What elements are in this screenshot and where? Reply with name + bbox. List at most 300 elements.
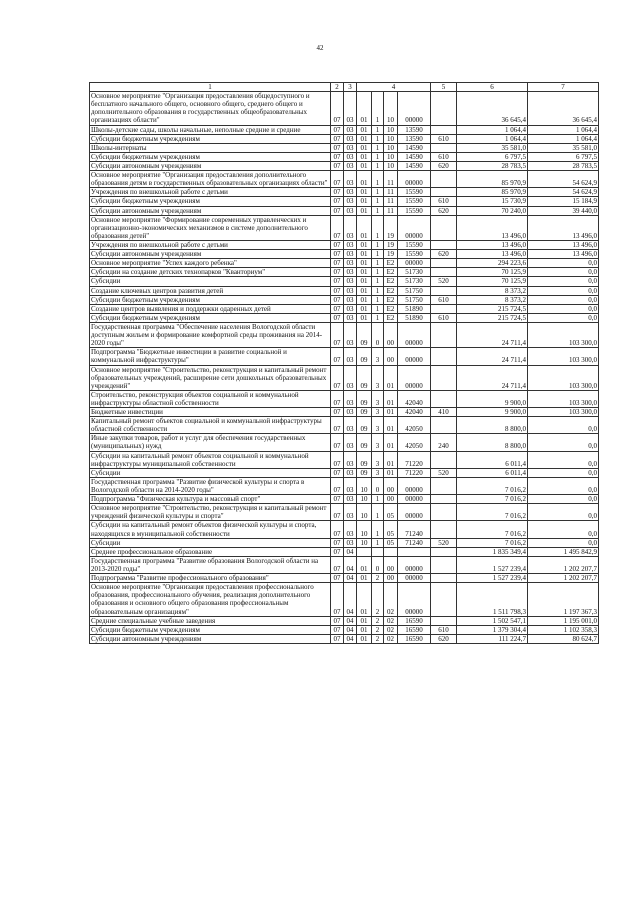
- row-amount-year2: 103 300,0: [528, 365, 599, 390]
- row-amount-year1: 36 645,4: [457, 92, 528, 125]
- row-code-program: 01: [357, 92, 372, 125]
- row-code-direction: 15590: [398, 206, 431, 215]
- row-amount-year2: 0,0: [528, 468, 599, 477]
- table-row: [90, 215, 599, 240]
- table-row: [90, 286, 599, 295]
- table-row: [90, 277, 599, 286]
- row-code-activity: 10: [384, 152, 398, 161]
- row-code-program: 01: [357, 313, 372, 322]
- row-code-direction: 00000: [398, 259, 431, 268]
- row-amount-year1: 1 835 349,4: [457, 547, 528, 556]
- row-code-direction: 00000: [398, 171, 431, 188]
- table-row: [90, 504, 599, 521]
- row-code-subprogram: 3: [372, 365, 384, 390]
- row-code-expense-type: 610: [431, 625, 457, 634]
- row-code-expense-type: [431, 556, 457, 573]
- row-code-activity: 05: [384, 521, 398, 538]
- row-code-section: 07: [331, 434, 344, 451]
- row-code-direction: 15590: [398, 250, 431, 259]
- row-amount-year2: 13 496,0: [528, 250, 599, 259]
- row-code-subsection: 03: [344, 250, 357, 259]
- table-row: [90, 240, 599, 249]
- row-code-activity: E2: [384, 304, 398, 313]
- row-code-subprogram: 0: [372, 322, 384, 347]
- row-amount-year1: 7 016,2: [457, 477, 528, 494]
- row-code-subsection: 03: [344, 521, 357, 538]
- row-code-subprogram: 2: [372, 634, 384, 643]
- row-amount-year1: 215 724,5: [457, 313, 528, 322]
- row-code-subsection: 03: [344, 295, 357, 304]
- row-code-activity: E2: [384, 286, 398, 295]
- row-name: Строительство, реконструкция объектов социальной и коммунальной инфраструктуры областной собственности: [90, 390, 331, 407]
- row-code-subsection: 03: [344, 92, 357, 125]
- row-amount-year2: 13 496,0: [528, 240, 599, 249]
- header-cell: 5: [431, 83, 457, 92]
- row-code-expense-type: [431, 143, 457, 152]
- row-code-subsection: 03: [344, 322, 357, 347]
- row-code-program: 01: [357, 125, 372, 134]
- row-code-expense-type: [431, 477, 457, 494]
- row-code-direction: 71220: [398, 468, 431, 477]
- table-row: [90, 495, 599, 504]
- header-cell: 6: [457, 83, 528, 92]
- row-code-expense-type: 610: [431, 295, 457, 304]
- row-code-direction: 42040: [398, 390, 431, 407]
- row-code-direction: 71240: [398, 538, 431, 547]
- row-code-expense-type: [431, 504, 457, 521]
- row-code-subsection: 04: [344, 625, 357, 634]
- row-code-section: 07: [331, 468, 344, 477]
- row-code-subsection: 03: [344, 348, 357, 365]
- row-code-subsection: 03: [344, 240, 357, 249]
- row-code-section: 07: [331, 161, 344, 170]
- row-code-subprogram: 1: [372, 215, 384, 240]
- row-code-expense-type: 610: [431, 134, 457, 143]
- row-code-direction: 71220: [398, 451, 431, 468]
- row-code-program: 01: [357, 277, 372, 286]
- row-amount-year2: 0,0: [528, 451, 599, 468]
- row-name: Основное мероприятие "Строительство, реконструкция и капитальный ремонт учреждений физической культуры и спорта": [90, 504, 331, 521]
- row-code-activity: E2: [384, 277, 398, 286]
- header-cell: 7: [528, 83, 599, 92]
- row-name: Создание ключевых центров развития детей: [90, 286, 331, 295]
- row-code-activity: 11: [384, 206, 398, 215]
- row-code-subsection: 03: [344, 188, 357, 197]
- row-name: Государственная программа "Обеспечение населения Вологодской области доступным жильем и формирование комфортной среды проживания на 2014-2020 годы": [90, 322, 331, 347]
- table-row: [90, 152, 599, 161]
- row-code-program: 10: [357, 538, 372, 547]
- row-code-section: 07: [331, 556, 344, 573]
- table-row: [90, 322, 599, 347]
- row-name: Субсидии бюджетным учреждениям: [90, 197, 331, 206]
- row-code-program: 01: [357, 259, 372, 268]
- row-amount-year1: 8 373,2: [457, 295, 528, 304]
- row-code-direction: 14590: [398, 143, 431, 152]
- row-amount-year2: 80 624,7: [528, 634, 599, 643]
- row-code-program: 10: [357, 504, 372, 521]
- table-row: [90, 250, 599, 259]
- row-code-expense-type: 610: [431, 152, 457, 161]
- row-name: Государственная программа "Развитие образования Вологодской области на 2013-2020 годы": [90, 556, 331, 573]
- row-code-subsection: 03: [344, 365, 357, 390]
- table-row: [90, 125, 599, 134]
- row-amount-year1: 215 724,5: [457, 304, 528, 313]
- row-code-program: 01: [357, 556, 372, 573]
- row-code-activity: 05: [384, 538, 398, 547]
- row-name: Основное мероприятие "Организация предоставления профессионального образования, профессионального обучения, реализация дополнительного образования и основного общего образования профессиональным образовательным организациям": [90, 583, 331, 616]
- row-code-program: 01: [357, 215, 372, 240]
- row-code-section: 07: [331, 313, 344, 322]
- row-amount-year2: 15 184,9: [528, 197, 599, 206]
- row-code-direction: 00000: [398, 495, 431, 504]
- row-code-subsection: 03: [344, 304, 357, 313]
- row-name: Школы-детские сады, школы начальные, неполные средние и средние: [90, 125, 331, 134]
- row-code-expense-type: [431, 240, 457, 249]
- row-code-subsection: 03: [344, 495, 357, 504]
- row-amount-year2: 1 102 358,3: [528, 625, 599, 634]
- row-code-subprogram: 1: [372, 504, 384, 521]
- row-code-subsection: 04: [344, 634, 357, 643]
- row-code-subprogram: 2: [372, 625, 384, 634]
- row-code-subsection: 03: [344, 313, 357, 322]
- row-code-activity: 10: [384, 143, 398, 152]
- row-name: Субсидии: [90, 468, 331, 477]
- row-code-subprogram: 1: [372, 143, 384, 152]
- row-code-direction: 42050: [398, 434, 431, 451]
- row-code-direction: 42040: [398, 408, 431, 417]
- table-row: [90, 574, 599, 583]
- row-code-section: 07: [331, 322, 344, 347]
- row-name: Бюджетные инвестиции: [90, 408, 331, 417]
- row-amount-year2: 103 300,0: [528, 390, 599, 407]
- row-code-activity: 11: [384, 188, 398, 197]
- table-row: [90, 538, 599, 547]
- row-amount-year2: 103 300,0: [528, 408, 599, 417]
- row-code-program: 01: [357, 304, 372, 313]
- row-code-expense-type: 620: [431, 206, 457, 215]
- row-amount-year2: 1 202 207,7: [528, 556, 599, 573]
- row-name: Субсидии автономным учреждениям: [90, 161, 331, 170]
- row-code-subprogram: 1: [372, 538, 384, 547]
- row-code-direction: 00000: [398, 574, 431, 583]
- row-code-direction: 00000: [398, 504, 431, 521]
- row-code-activity: [384, 547, 398, 556]
- table-row: [90, 634, 599, 643]
- row-amount-year2: 0,0: [528, 286, 599, 295]
- row-code-program: 01: [357, 634, 372, 643]
- row-code-activity: 02: [384, 634, 398, 643]
- row-code-program: 01: [357, 250, 372, 259]
- row-amount-year1: 70 125,9: [457, 277, 528, 286]
- row-code-program: 10: [357, 495, 372, 504]
- row-amount-year1: 7 016,2: [457, 538, 528, 547]
- row-code-expense-type: [431, 365, 457, 390]
- table-row: [90, 417, 599, 434]
- row-amount-year1: 15 730,9: [457, 197, 528, 206]
- row-code-activity: 01: [384, 468, 398, 477]
- row-amount-year1: 8 800,0: [457, 417, 528, 434]
- row-amount-year1: 6 011,4: [457, 468, 528, 477]
- row-amount-year1: 9 900,0: [457, 408, 528, 417]
- row-code-section: 07: [331, 616, 344, 625]
- table-row: [90, 143, 599, 152]
- row-code-program: 01: [357, 171, 372, 188]
- row-amount-year2: 0,0: [528, 521, 599, 538]
- row-code-direction: [398, 547, 431, 556]
- row-code-subsection: 03: [344, 477, 357, 494]
- row-code-direction: 00000: [398, 556, 431, 573]
- row-code-program: 01: [357, 152, 372, 161]
- row-code-program: [357, 547, 372, 556]
- row-amount-year2: 1 064,4: [528, 134, 599, 143]
- row-code-subsection: 03: [344, 206, 357, 215]
- row-code-direction: 00000: [398, 365, 431, 390]
- row-amount-year2: 0,0: [528, 268, 599, 277]
- row-code-subsection: 03: [344, 538, 357, 547]
- row-code-activity: 01: [384, 434, 398, 451]
- row-code-expense-type: [431, 616, 457, 625]
- row-code-program: 01: [357, 197, 372, 206]
- row-code-direction: 51750: [398, 295, 431, 304]
- row-code-direction: 42050: [398, 417, 431, 434]
- row-code-activity: 10: [384, 125, 398, 134]
- row-code-direction: 15590: [398, 240, 431, 249]
- row-code-expense-type: 520: [431, 468, 457, 477]
- row-code-subprogram: 1: [372, 92, 384, 125]
- row-code-expense-type: [431, 348, 457, 365]
- row-name: Учреждения по внешкольной работе с детьми: [90, 240, 331, 249]
- row-code-subprogram: 1: [372, 268, 384, 277]
- row-code-expense-type: [431, 451, 457, 468]
- row-code-section: 07: [331, 521, 344, 538]
- row-code-subsection: 03: [344, 451, 357, 468]
- row-code-program: 01: [357, 143, 372, 152]
- row-code-direction: 51730: [398, 268, 431, 277]
- row-code-program: 01: [357, 240, 372, 249]
- row-amount-year2: 0,0: [528, 277, 599, 286]
- table-row: [90, 434, 599, 451]
- row-name: Подпрограмма "Развитие профессионального образования": [90, 574, 331, 583]
- row-amount-year2: 1 202 207,7: [528, 574, 599, 583]
- row-code-subsection: 03: [344, 504, 357, 521]
- row-code-program: 01: [357, 286, 372, 295]
- row-code-section: 07: [331, 125, 344, 134]
- budget-table: [89, 82, 599, 644]
- row-code-section: 07: [331, 295, 344, 304]
- row-code-subprogram: 2: [372, 583, 384, 616]
- row-amount-year2: 103 300,0: [528, 348, 599, 365]
- row-code-activity: E2: [384, 295, 398, 304]
- row-code-subsection: 03: [344, 286, 357, 295]
- row-code-expense-type: 620: [431, 250, 457, 259]
- row-name: Основное мероприятие "Формирование современных управленческих и организационно-экономических механизмов в системе дополнительного образования детей": [90, 215, 331, 240]
- row-code-expense-type: 610: [431, 313, 457, 322]
- row-code-section: 07: [331, 348, 344, 365]
- row-code-expense-type: 240: [431, 434, 457, 451]
- header-cell: 3: [344, 83, 357, 92]
- row-code-section: 07: [331, 259, 344, 268]
- row-amount-year2: 36 645,4: [528, 92, 599, 125]
- row-amount-year1: 6 011,4: [457, 451, 528, 468]
- row-code-program: 09: [357, 322, 372, 347]
- row-code-subprogram: 1: [372, 134, 384, 143]
- row-amount-year1: 294 223,6: [457, 259, 528, 268]
- table-row: [90, 171, 599, 188]
- row-name: Субсидии бюджетным учреждениям: [90, 152, 331, 161]
- row-amount-year2: 1 064,4: [528, 125, 599, 134]
- row-code-direction: 51890: [398, 304, 431, 313]
- row-amount-year1: 28 783,5: [457, 161, 528, 170]
- row-amount-year2: 13 496,0: [528, 215, 599, 240]
- row-code-section: 07: [331, 538, 344, 547]
- row-code-subprogram: 1: [372, 304, 384, 313]
- row-code-section: 07: [331, 92, 344, 125]
- table-row: [90, 625, 599, 634]
- row-code-expense-type: 520: [431, 277, 457, 286]
- row-code-subprogram: 1: [372, 206, 384, 215]
- row-code-section: 07: [331, 417, 344, 434]
- row-name: Субсидии автономным учреждениям: [90, 250, 331, 259]
- row-code-program: 09: [357, 468, 372, 477]
- row-code-subsection: 04: [344, 556, 357, 573]
- row-code-section: 07: [331, 504, 344, 521]
- row-code-section: 07: [331, 143, 344, 152]
- row-code-expense-type: [431, 188, 457, 197]
- row-code-subsection: 03: [344, 143, 357, 152]
- row-code-expense-type: [431, 390, 457, 407]
- row-amount-year2: 6 797,5: [528, 152, 599, 161]
- table-row: [90, 583, 599, 616]
- table-row: [90, 348, 599, 365]
- row-code-activity: 00: [384, 477, 398, 494]
- row-amount-year1: 70 125,9: [457, 268, 528, 277]
- row-code-subprogram: 1: [372, 125, 384, 134]
- row-code-section: 07: [331, 206, 344, 215]
- row-code-program: 01: [357, 134, 372, 143]
- table-row: [90, 468, 599, 477]
- row-code-direction: 13590: [398, 134, 431, 143]
- row-code-direction: 16590: [398, 625, 431, 634]
- row-code-subsection: 03: [344, 268, 357, 277]
- row-amount-year2: 54 624,9: [528, 171, 599, 188]
- row-amount-year2: 0,0: [528, 434, 599, 451]
- row-code-activity: 01: [384, 390, 398, 407]
- row-code-activity: 10: [384, 92, 398, 125]
- row-code-subsection: 03: [344, 125, 357, 134]
- row-name: Субсидии бюджетным учреждениям: [90, 313, 331, 322]
- row-code-section: 07: [331, 188, 344, 197]
- row-name: Учреждения по внешкольной работе с детьми: [90, 188, 331, 197]
- row-code-expense-type: [431, 92, 457, 125]
- row-code-activity: E2: [384, 313, 398, 322]
- row-code-subsection: 03: [344, 259, 357, 268]
- row-code-subprogram: [372, 547, 384, 556]
- row-amount-year2: 0,0: [528, 259, 599, 268]
- row-amount-year1: 6 797,5: [457, 152, 528, 161]
- row-amount-year2: 1 197 367,3: [528, 583, 599, 616]
- row-code-activity: E2: [384, 259, 398, 268]
- row-amount-year1: 8 800,0: [457, 434, 528, 451]
- row-amount-year1: 24 711,4: [457, 322, 528, 347]
- row-code-expense-type: 410: [431, 408, 457, 417]
- row-code-direction: 51750: [398, 286, 431, 295]
- row-amount-year1: 70 240,0: [457, 206, 528, 215]
- table-row: [90, 451, 599, 468]
- row-code-section: 07: [331, 268, 344, 277]
- row-amount-year1: 7 016,2: [457, 504, 528, 521]
- row-code-activity: 05: [384, 504, 398, 521]
- row-name: Среднее профессиональное образование: [90, 547, 331, 556]
- row-amount-year1: 85 970,9: [457, 171, 528, 188]
- table-row: [90, 295, 599, 304]
- row-amount-year2: 1 495 842,9: [528, 547, 599, 556]
- row-code-subsection: 03: [344, 197, 357, 206]
- row-code-activity: 11: [384, 197, 398, 206]
- row-code-activity: 00: [384, 322, 398, 347]
- row-code-program: 09: [357, 348, 372, 365]
- row-code-subsection: 03: [344, 134, 357, 143]
- row-name: Подпрограмма "Физическая культура и массовый спорт": [90, 495, 331, 504]
- row-amount-year1: 13 496,0: [457, 215, 528, 240]
- row-amount-year2: 0,0: [528, 295, 599, 304]
- row-amount-year1: 24 711,4: [457, 348, 528, 365]
- row-code-expense-type: [431, 171, 457, 188]
- row-code-activity: 00: [384, 348, 398, 365]
- row-code-program: 01: [357, 625, 372, 634]
- row-code-section: 07: [331, 477, 344, 494]
- row-code-subprogram: 1: [372, 313, 384, 322]
- row-amount-year1: 9 900,0: [457, 390, 528, 407]
- row-name: Основное мероприятие "Организация предоставления дополнительного образования детям в государственных образовательных организациях области": [90, 171, 331, 188]
- row-code-subsection: 03: [344, 434, 357, 451]
- row-code-subsection: 03: [344, 171, 357, 188]
- row-code-section: 07: [331, 304, 344, 313]
- table-row: [90, 313, 599, 322]
- row-code-program: 01: [357, 161, 372, 170]
- table-row: [90, 616, 599, 625]
- row-code-direction: 00000: [398, 322, 431, 347]
- row-code-program: 01: [357, 616, 372, 625]
- row-amount-year1: 13 496,0: [457, 250, 528, 259]
- table-row: [90, 161, 599, 170]
- table-row: [90, 547, 599, 556]
- row-amount-year2: 0,0: [528, 495, 599, 504]
- row-code-subsection: 04: [344, 616, 357, 625]
- row-code-expense-type: 620: [431, 161, 457, 170]
- row-amount-year1: 1 511 798,3: [457, 583, 528, 616]
- row-name: Средние специальные учебные заведения: [90, 616, 331, 625]
- row-code-subsection: 03: [344, 161, 357, 170]
- row-code-subprogram: 0: [372, 477, 384, 494]
- row-code-expense-type: [431, 495, 457, 504]
- row-code-direction: 00000: [398, 348, 431, 365]
- row-code-expense-type: [431, 268, 457, 277]
- row-code-activity: 02: [384, 625, 398, 634]
- row-name: Создание центров выявления и поддержки одаренных детей: [90, 304, 331, 313]
- row-code-direction: 00000: [398, 92, 431, 125]
- row-code-section: 07: [331, 197, 344, 206]
- row-code-program: 09: [357, 390, 372, 407]
- row-code-program: 09: [357, 365, 372, 390]
- row-code-direction: 51890: [398, 313, 431, 322]
- row-code-program: 01: [357, 295, 372, 304]
- row-name: Иные закупки товаров, работ и услуг для обеспечения государственных (муниципальных) нужд: [90, 434, 331, 451]
- row-code-expense-type: [431, 322, 457, 347]
- row-code-program: 01: [357, 574, 372, 583]
- row-code-expense-type: 520: [431, 538, 457, 547]
- row-code-subprogram: 1: [372, 161, 384, 170]
- row-name: Основное мероприятие "Строительство, реконструкция и капитальный ремонт образовательных учреждений, расширение сети дошкольных образовательных учреждений": [90, 365, 331, 390]
